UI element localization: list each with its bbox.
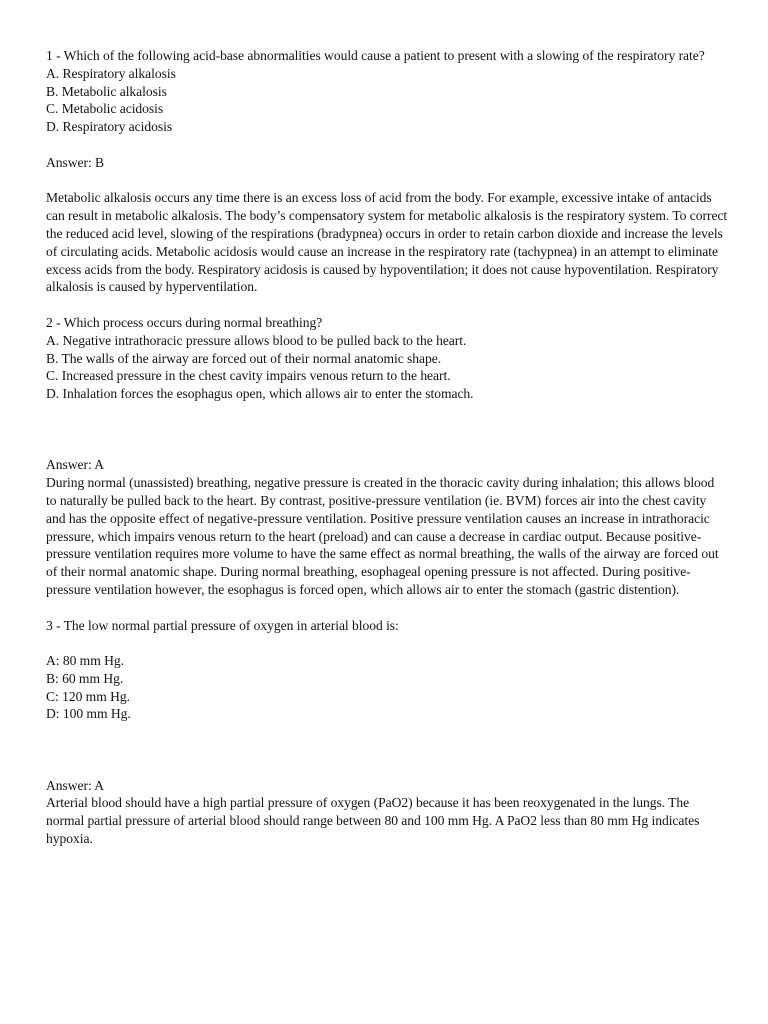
question-2-option-d: D. Inhalation forces the esophagus open, which allows air to enter the stomach. (46, 386, 474, 402)
question-3-option-d: D: 100 mm Hg. (46, 706, 131, 722)
question-1-explanation: Metabolic alkalosis occurs any time there is an excess loss of acid from the body. For example, excessive intake of antacids can result in metabolic alkalosis. The body’s compensatory system for metabolic alkalosis is the respiratory system. To correct the reduced acid level, slowing of the respirations (bradypnea) occurs in order to retain carbon dioxide and increase the levels of circulating acids. Metabolic acidosis would cause an increase in the respiratory rate (tachypnea) in an attempt to eliminate excess acids from the body. Respiratory acidosis is caused by hypoventilation; it does not cause hypoventilation. Respiratory alkalosis is caused by hyperventilation. (46, 190, 728, 295)
question-2-option-c: C. Increased pressure in the chest cavity impairs venous return to the heart. (46, 368, 451, 384)
spacer (46, 634, 728, 652)
question-1-text: 1 - Which of the following acid-base abnormalities would cause a patient to present with a slowing of the respiratory rate? (46, 48, 705, 63)
question-2-option-b: B. The walls of the airway are forced out of their normal anatomic shape. (46, 350, 442, 366)
question-1-option-c: C. Metabolic acidosis (46, 101, 164, 117)
question-3-option-b: B: 60 mm Hg. (46, 670, 124, 686)
question-1-answer: Answer: B (46, 154, 105, 170)
question-2-answer: Answer: A (46, 457, 105, 473)
spacer (46, 599, 728, 617)
question-3-option-a: A: 80 mm Hg. (46, 653, 124, 669)
document-page (46, 47, 728, 848)
question-1-option-d: D. Respiratory acidosis (46, 119, 173, 135)
question-3-option-c: C: 120 mm Hg. (46, 688, 130, 704)
spacer (46, 403, 728, 456)
question-2-option-a: A. Negative intrathoracic pressure allows blood to be pulled back to the heart. (46, 332, 467, 348)
question-2-explanation: During normal (unassisted) breathing, negative pressure is created in the thoracic cavity during inhalation; this allows blood to naturally be pulled back to the heart. By contrast, positive-pressure ventilation (ie. BVM) forces air into the chest cavity and has the opposite effect of negative-pressure ventilation. Positive pressure ventilation causes an increase in intrathoracic pressure, which impairs venous return to the heart (preload) and can cause a decrease in cardiac output. Because positive-pressure ventilation requires more volume to have the same effect as normal breathing, the walls of the airway are forced out of their normal anatomic shape. During normal breathing, esophageal opening pressure is not affected. During positive-pressure ventilation however, the esophagus is forced open, which allows air to enter the stomach (gastric distention). (46, 475, 719, 597)
spacer (46, 172, 728, 190)
question-2-text: 2 - Which process occurs during normal breathing? (46, 314, 323, 330)
question-1-option-a: A. Respiratory alkalosis (46, 65, 176, 81)
spacer (46, 723, 728, 776)
spacer (46, 136, 728, 154)
question-3-answer: Answer: A (46, 777, 105, 793)
question-3-text: 3 - The low normal partial pressure of oxygen in arterial blood is: (46, 617, 399, 633)
spacer (46, 296, 728, 314)
question-3-explanation: Arterial blood should have a high partial pressure of oxygen (PaO2) because it has been reoxygenated in the lungs. The normal partial pressure of arterial blood should range between 80 and 100 mm Hg. A PaO2 less than 80 mm Hg indicates hypoxia. (46, 795, 700, 847)
question-1-option-b: B. Metabolic alkalosis (46, 83, 167, 99)
